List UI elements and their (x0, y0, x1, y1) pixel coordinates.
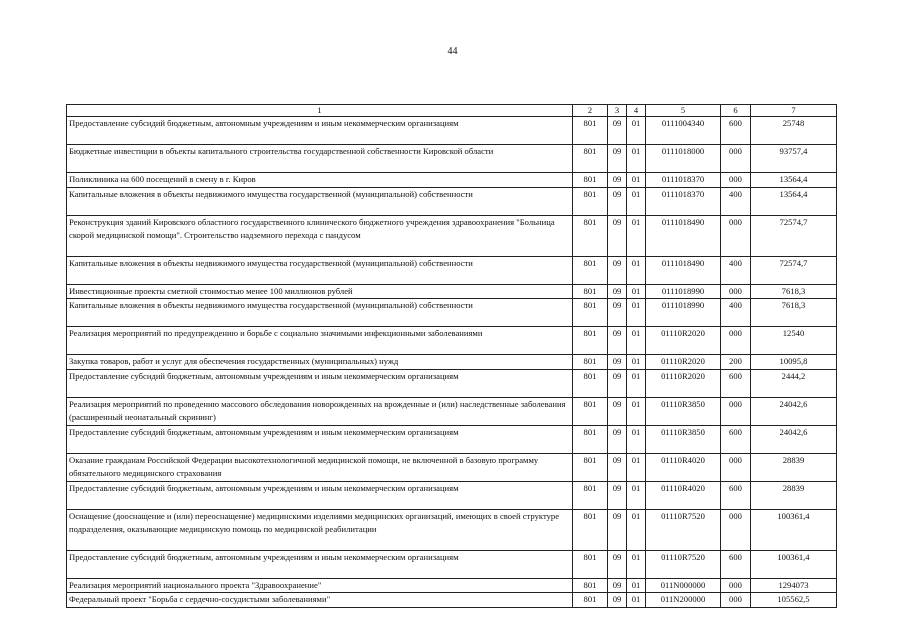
row-expense-type-cell: 000 (721, 593, 751, 608)
row-expense-type-cell: 000 (721, 215, 751, 256)
row-target-article-cell: 01110R3850 (646, 397, 721, 425)
row-target-article-cell: 01110R7520 (646, 509, 721, 550)
row-target-article-cell: 01110R4020 (646, 481, 721, 509)
row-expense-type-cell: 400 (721, 256, 751, 284)
table-row (67, 117, 837, 145)
row-code-ministry-cell: 801 (573, 145, 608, 173)
row-section-cell: 09 (608, 550, 627, 578)
row-subsection-cell: 01 (627, 145, 646, 173)
row-expense-type-cell: 400 (721, 299, 751, 327)
header-col-3: 3 (608, 105, 627, 117)
row-amount-cell: 10095,8 (751, 355, 837, 370)
row-code-ministry-cell: 801 (573, 481, 608, 509)
row-amount-cell: 25748 (751, 117, 837, 145)
row-amount-cell: 13564,4 (751, 187, 837, 215)
row-expense-type-cell: 000 (721, 453, 751, 481)
row-target-article-cell: 0111018000 (646, 145, 721, 173)
row-amount-cell: 7618,3 (751, 284, 837, 299)
row-section-cell: 09 (608, 509, 627, 550)
row-code-ministry-cell: 801 (573, 425, 608, 453)
row-expense-type-cell: 600 (721, 425, 751, 453)
row-expense-type-cell: 000 (721, 509, 751, 550)
row-section-cell: 09 (608, 397, 627, 425)
row-expense-type-cell: 200 (721, 355, 751, 370)
row-amount-cell: 13564,4 (751, 173, 837, 188)
row-name-cell: Предоставление субсидий бюджетным, автономным учреждениям и иным некоммерческим организациям (67, 481, 573, 509)
row-name-cell: Капитальные вложения в объекты недвижимого имущества государственной (муниципальной) собственности (67, 299, 573, 327)
row-target-article-cell: 0111018490 (646, 256, 721, 284)
row-expense-type-cell: 400 (721, 187, 751, 215)
row-section-cell: 09 (608, 453, 627, 481)
row-subsection-cell: 01 (627, 173, 646, 188)
row-subsection-cell: 01 (627, 215, 646, 256)
row-section-cell: 09 (608, 117, 627, 145)
row-amount-cell: 24042,6 (751, 397, 837, 425)
row-amount-cell: 72574,7 (751, 256, 837, 284)
row-section-cell: 09 (608, 425, 627, 453)
row-target-article-cell: 0111018370 (646, 173, 721, 188)
row-section-cell: 09 (608, 187, 627, 215)
table-row (67, 173, 837, 188)
row-subsection-cell: 01 (627, 187, 646, 215)
row-name-cell: Капитальные вложения в объекты недвижимого имущества государственной (муниципальной) собственности (67, 256, 573, 284)
row-subsection-cell: 01 (627, 481, 646, 509)
row-subsection-cell: 01 (627, 550, 646, 578)
row-name-cell: Оказание гражданам Российской Федерации высокотехнологичной медицинской помощи, не включенной в базовую программу обязательного медицинского страхования (67, 453, 573, 481)
row-expense-type-cell: 000 (721, 173, 751, 188)
row-code-ministry-cell: 801 (573, 550, 608, 578)
row-section-cell: 09 (608, 256, 627, 284)
header-col-5: 5 (646, 105, 721, 117)
row-name-cell: Предоставление субсидий бюджетным, автономным учреждениям и иным некоммерческим организациям (67, 369, 573, 397)
row-name-cell: Предоставление субсидий бюджетным, автономным учреждениям и иным некоммерческим организациям (67, 550, 573, 578)
row-name-cell: Предоставление субсидий бюджетным, автономным учреждениям и иным некоммерческим организациям (67, 117, 573, 145)
table-row (67, 145, 837, 173)
row-code-ministry-cell: 801 (573, 215, 608, 256)
table-row (67, 284, 837, 299)
row-name-cell: Предоставление субсидий бюджетным, автономным учреждениям и иным некоммерческим организациям (67, 425, 573, 453)
table-row (67, 369, 837, 397)
row-target-article-cell: 0111018490 (646, 215, 721, 256)
row-code-ministry-cell: 801 (573, 453, 608, 481)
row-expense-type-cell: 000 (721, 397, 751, 425)
header-col-6: 6 (721, 105, 751, 117)
row-code-ministry-cell: 801 (573, 369, 608, 397)
row-section-cell: 09 (608, 173, 627, 188)
row-amount-cell: 1294073 (751, 578, 837, 593)
header-col-1: 1 (67, 105, 573, 117)
table-row (67, 215, 837, 256)
table-row (67, 355, 837, 370)
row-amount-cell: 100361,4 (751, 509, 837, 550)
row-target-article-cell: 01110R4020 (646, 453, 721, 481)
table-row (67, 453, 837, 481)
header-col-7: 7 (751, 105, 837, 117)
row-code-ministry-cell: 801 (573, 256, 608, 284)
row-name-cell: Реализация мероприятий по предупреждению и борьбе с социально значимыми инфекционными заболеваниями (67, 327, 573, 355)
row-expense-type-cell: 000 (721, 327, 751, 355)
row-target-article-cell: 0111018370 (646, 187, 721, 215)
table-row (67, 425, 837, 453)
row-subsection-cell: 01 (627, 299, 646, 327)
row-subsection-cell: 01 (627, 369, 646, 397)
header-col-2: 2 (573, 105, 608, 117)
row-target-article-cell: 011N200000 (646, 593, 721, 608)
row-target-article-cell: 01110R2020 (646, 369, 721, 397)
row-subsection-cell: 01 (627, 284, 646, 299)
row-amount-cell: 28839 (751, 453, 837, 481)
header-col-4: 4 (627, 105, 646, 117)
row-target-article-cell: 0111004340 (646, 117, 721, 145)
row-code-ministry-cell: 801 (573, 284, 608, 299)
row-name-cell: Бюджетные инвестиции в объекты капитального строительства государственной собственности Кировской области (67, 145, 573, 173)
row-target-article-cell: 01110R7520 (646, 550, 721, 578)
table-row (67, 256, 837, 284)
table-row (67, 187, 837, 215)
row-expense-type-cell: 600 (721, 481, 751, 509)
table-row (67, 593, 837, 608)
row-code-ministry-cell: 801 (573, 327, 608, 355)
table-row (67, 550, 837, 578)
row-subsection-cell: 01 (627, 355, 646, 370)
row-amount-cell: 2444,2 (751, 369, 837, 397)
row-section-cell: 09 (608, 355, 627, 370)
row-section-cell: 09 (608, 145, 627, 173)
table-row (67, 327, 837, 355)
row-name-cell: Закупка товаров, работ и услуг для обеспечения государственных (муниципальных) нужд (67, 355, 573, 370)
row-section-cell: 09 (608, 299, 627, 327)
row-subsection-cell: 01 (627, 425, 646, 453)
row-subsection-cell: 01 (627, 509, 646, 550)
row-amount-cell: 93757,4 (751, 145, 837, 173)
row-subsection-cell: 01 (627, 397, 646, 425)
row-subsection-cell: 01 (627, 578, 646, 593)
row-code-ministry-cell: 801 (573, 117, 608, 145)
row-amount-cell: 7618,3 (751, 299, 837, 327)
row-code-ministry-cell: 801 (573, 397, 608, 425)
table-row (67, 509, 837, 550)
row-target-article-cell: 0111018990 (646, 284, 721, 299)
row-name-cell: Реализация мероприятий национального проекта "Здравоохранение" (67, 578, 573, 593)
row-amount-cell: 105562,5 (751, 593, 837, 608)
table-row (67, 481, 837, 509)
row-expense-type-cell: 000 (721, 578, 751, 593)
row-section-cell: 09 (608, 578, 627, 593)
row-name-cell: Реализация мероприятий по проведению массового обследования новорожденных на врожденные и (или) наследственные заболевания (расширенный неонатальный скрининг) (67, 397, 573, 425)
row-subsection-cell: 01 (627, 327, 646, 355)
row-target-article-cell: 01110R2020 (646, 327, 721, 355)
row-section-cell: 09 (608, 481, 627, 509)
row-code-ministry-cell: 801 (573, 187, 608, 215)
row-amount-cell: 28839 (751, 481, 837, 509)
row-subsection-cell: 01 (627, 117, 646, 145)
row-section-cell: 09 (608, 593, 627, 608)
row-expense-type-cell: 600 (721, 117, 751, 145)
header-row (67, 105, 837, 117)
budget-table (66, 104, 837, 608)
row-section-cell: 09 (608, 369, 627, 397)
row-name-cell: Оснащение (дооснащение и (или) переоснащение) медицинскими изделиями медицинских организаций, имеющих в своей структуре подразделения, оказывающие медицинскую помощь по медицинской реабилитации (67, 509, 573, 550)
row-code-ministry-cell: 801 (573, 509, 608, 550)
row-target-article-cell: 0111018990 (646, 299, 721, 327)
row-code-ministry-cell: 801 (573, 299, 608, 327)
row-section-cell: 09 (608, 215, 627, 256)
row-name-cell: Реконструкция зданий Кировского областного государственного клинического бюджетного учреждения здравоохранения "Больница скорой медицинской помощи". Строительство надземного перехода с пандусом (67, 215, 573, 256)
page-number: 44 (447, 46, 458, 57)
row-subsection-cell: 01 (627, 453, 646, 481)
row-target-article-cell: 011N000000 (646, 578, 721, 593)
row-name-cell: Капитальные вложения в объекты недвижимого имущества государственной (муниципальной) собственности (67, 187, 573, 215)
table-row (67, 299, 837, 327)
row-name-cell: Поликлиника на 600 посещений в смену в г. Киров (67, 173, 573, 188)
row-name-cell: Федеральный проект "Борьба с сердечно-сосудистыми заболеваниями" (67, 593, 573, 608)
row-target-article-cell: 01110R2020 (646, 355, 721, 370)
row-code-ministry-cell: 801 (573, 578, 608, 593)
row-target-article-cell: 01110R3850 (646, 425, 721, 453)
row-expense-type-cell: 000 (721, 284, 751, 299)
row-amount-cell: 72574,7 (751, 215, 837, 256)
row-expense-type-cell: 000 (721, 145, 751, 173)
row-subsection-cell: 01 (627, 256, 646, 284)
table-row (67, 578, 837, 593)
row-code-ministry-cell: 801 (573, 593, 608, 608)
row-amount-cell: 24042,6 (751, 425, 837, 453)
row-section-cell: 09 (608, 327, 627, 355)
table-row (67, 397, 837, 425)
row-amount-cell: 100361,4 (751, 550, 837, 578)
row-code-ministry-cell: 801 (573, 355, 608, 370)
row-name-cell: Инвестиционные проекты сметной стоимостью менее 100 миллионов рублей (67, 284, 573, 299)
row-expense-type-cell: 600 (721, 550, 751, 578)
table-body (67, 117, 837, 608)
row-subsection-cell: 01 (627, 593, 646, 608)
row-amount-cell: 12540 (751, 327, 837, 355)
row-expense-type-cell: 600 (721, 369, 751, 397)
row-section-cell: 09 (608, 284, 627, 299)
row-code-ministry-cell: 801 (573, 173, 608, 188)
